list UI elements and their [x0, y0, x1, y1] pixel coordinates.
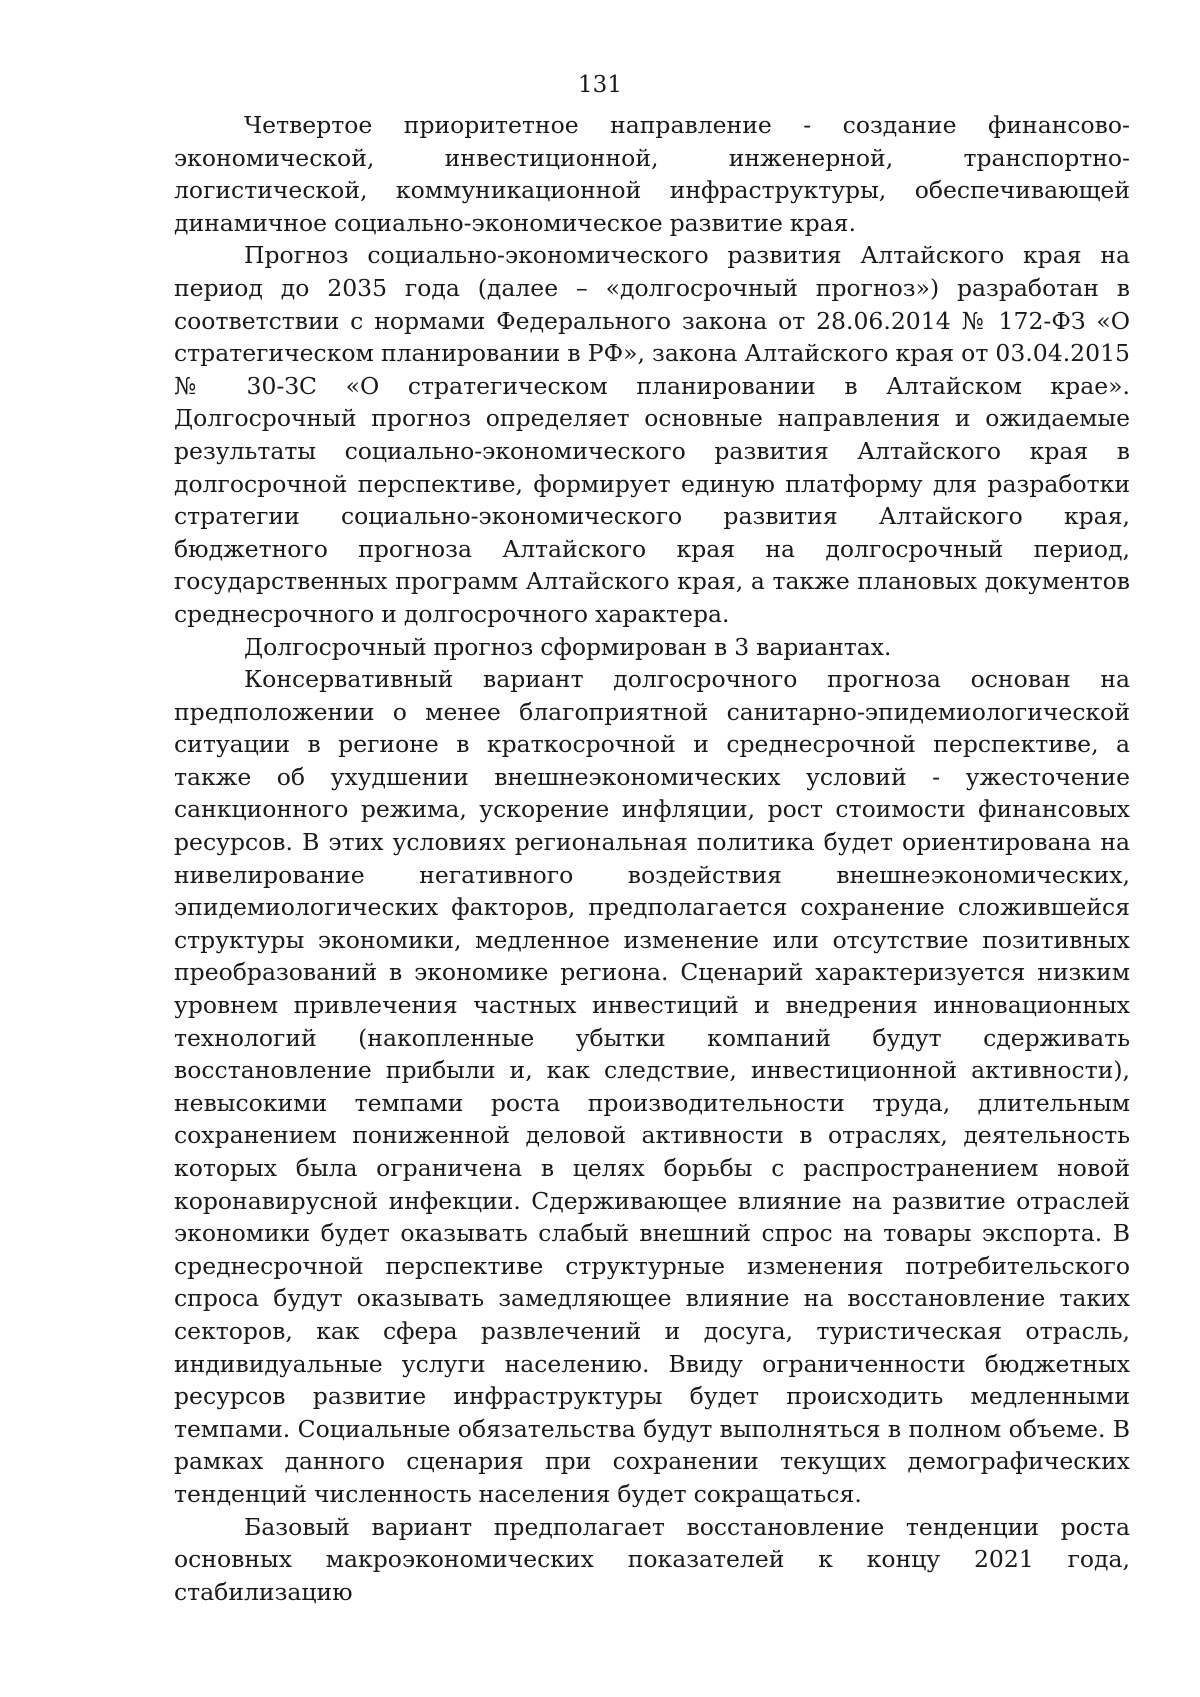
paragraph-forecast-basis: Прогноз социально-экономического развития Алтайского края на период до 2035 года (далее – «долгосрочный прогноз») разработан в соответствии с нормами Федерального закона от 28.06.2014 № 172-ФЗ «О стратегическом планировании в РФ», закона Алтайского края от 03.04.2015 № 30-ЗС «О стратегическом планировании в Алтайском крае». Долгосрочный прогноз определяет основные направления и ожидаемые результаты социально-экономического развития Алтайского края в долгосрочной перспективе, формирует единую платформу для разработки стратегии социально-экономического развития Алтайского края, бюджетного прогноза Алтайского края на долгосрочный период, государственных программ Алтайского края, а также плановых документов среднесрочного и долгосрочного характера.	[174, 241, 1130, 628]
document-body	[174, 109, 1130, 1608]
paragraph-conservative-variant: Консервативный вариант долгосрочного прогноза основан на предположении о менее благоприятной санитарно-эпидемиологической ситуации в регионе в краткосрочной и среднесрочной перспективе, а также об ухудшении внешнеэкономических условий - ужесточение санкционного режима, ускорение инфляции, рост стоимости финансовых ресурсов. В этих условиях региональная политика будет ориентирована на нивелирование негативного воздействия внешнеэкономических, эпидемиологических факторов, предполагается сохранение сложившейся структуры экономики, медленное изменение или отсутствие позитивных преобразований в экономике региона. Сценарий характеризуется низким уровнем привлечения частных инвестиций и внедрения инновационных технологий (накопленные убытки компаний будут сдерживать восстановление прибыли и, как следствие, инвестиционной активности), невысокими темпами роста производительности труда, длительным сохранением пониженной деловой активности в отраслях, деятельность которых была ограничена в целях борьбы с распространением новой коронавирусной инфекции. Сдерживающее влияние на развитие отраслей экономики будет оказывать слабый внешний спрос на товары экспорта. В среднесрочной перспективе структурные изменения потребительского спроса будут оказывать замедляющее влияние на восстановление таких секторов, как сфера развлечений и досуга, туристическая отрасль, индивидуальные услуги населению. Ввиду ограниченности бюджетных ресурсов развитие инфраструктуры будет происходить медленными темпами. Социальные обязательства будут выполняться в полном объеме. В рамках данного сценария при сохранении текущих демографических тенденций численность населения будет сокращаться.	[174, 665, 1130, 1508]
page-number: 131	[578, 72, 622, 98]
paragraph-priority-direction: Четвертое приоритетное направление - создание финансово-экономической, инвестиционной, инженерной, транспортно-логистической, коммуникационной инфраструктуры, обеспечивающей динамичное социально-экономическое развитие края.	[174, 111, 1130, 237]
paragraph-forecast-variants: Долгосрочный прогноз сформирован в 3 вариантах.	[244, 632, 892, 661]
paragraph-base-variant: Базовый вариант предполагает восстановление тенденции роста основных макроэкономических показателей к концу 2021 года, стабилизацию	[174, 1512, 1130, 1606]
